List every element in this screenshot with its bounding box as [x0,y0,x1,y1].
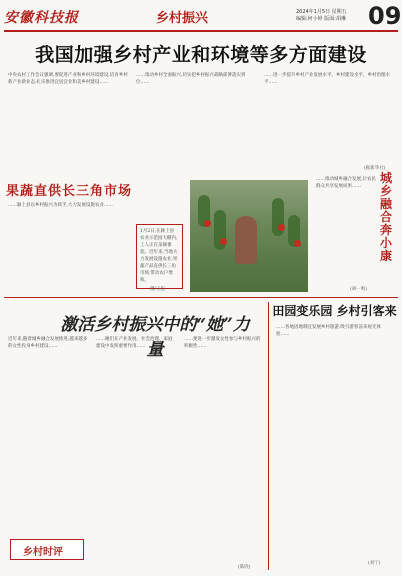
caption-box [136,224,183,289]
opinion-title: 激活乡村振兴中的“她”力量 [60,315,250,360]
side-body: ……推动城乡融合发展,让农民群众共享发展成果…… [316,177,376,189]
side-author: (胡一鸣) [350,287,368,292]
main-col-1: 中央农村工作会议强调,要促进产业和乡村环境建设,培育乡村新产业新业态,扎实推进宜居宜业和美乡村建设…… [8,73,128,85]
date-line-2: 编辑:何小婷 版面:胡琳 [296,16,346,22]
page-number: 09 [368,2,402,30]
feature-title: 果蔬直供长三角市场 [6,184,133,199]
opinion-col-2: ……她们在产业发展、社会治理、家庭建设中发挥重要作用…… [96,337,173,349]
column-divider [268,302,269,570]
tomato [220,238,227,245]
opinion-author: (陈欣) [238,565,251,570]
caption-credit: 摄/王振 [150,287,166,292]
section-divider [4,297,398,298]
right-title: 田园变乐园 乡村引客来 [272,304,397,318]
opinion-label-box [10,539,84,560]
date-line [296,9,347,23]
right-author: (刘宁) [368,561,381,566]
logo: 安徽科技报 [4,10,79,26]
opinion-col-1: 近年来,随着城乡融合发展推进,越来越多的女性投身乡村建设…… [8,337,88,349]
greenhouse-photo [190,180,308,292]
headline: 我国加强乡村产业和环境等多方面建设 [35,44,367,66]
right-body: ……各地因地制宜发展乡村旅游,吸引游客前来观光体验…… [276,325,381,337]
opinion-label: 乡村时评 [23,547,63,558]
date-line-1: 2024年1月5日 星期五 [296,9,347,15]
tomato [278,224,285,231]
feature-body: ……颍上县以乡村振兴为抓手,大力发展设施农业…… [8,203,113,208]
main-col-3: ……进一步提升乡村产业发展水平、乡村建设水平、乡村治理水平…… [264,73,390,85]
main-author: (据新华社) [364,166,386,171]
main-col-2: ……推动乡村全面振兴,切实把乡村振兴战略部署落实到位…… [136,73,246,85]
masthead [4,2,402,32]
worker-figure [235,216,257,264]
side-title: 城乡融合奔小康 [380,171,393,263]
tomato [204,220,211,227]
caption-text: 1月2日,在颍上县农业示范园大棚内,工人正在采摘番茄。近年来,当地大力发展设施农业,果蔬产品直供长三角市场,带动农户增收。 [140,229,178,283]
opinion-col-3: ……要进一步激发女性参与乡村振兴的积极性…… [184,337,261,349]
section-title: 乡村振兴 [156,11,209,26]
tomato [294,240,301,247]
